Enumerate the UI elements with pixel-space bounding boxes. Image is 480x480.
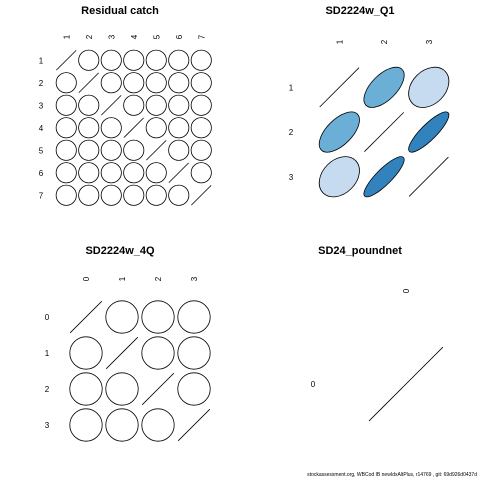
correlation-circle <box>142 337 174 369</box>
column-label: 7 <box>197 34 207 40</box>
footer-text: stockassessment.org, WBCod IB newIdxAltPlus, r14769 , git: 69d926d0437d <box>307 472 477 478</box>
correlation-circle <box>101 163 121 183</box>
column-label: 4 <box>129 34 139 40</box>
row-label: 0 <box>310 380 316 389</box>
correlation-circle <box>169 185 189 205</box>
column-label: 1 <box>335 39 345 45</box>
correlation-circle <box>146 185 166 205</box>
row-label: 3 <box>38 101 44 111</box>
diagonal-mark <box>369 347 443 421</box>
correlation-ellipse <box>401 59 457 115</box>
diagonal-mark <box>364 112 403 151</box>
column-label: 1 <box>118 276 127 282</box>
row-label: 1 <box>288 83 294 93</box>
correlation-circle <box>101 185 121 205</box>
column-label: 2 <box>154 276 163 282</box>
correlation-circle <box>124 185 144 205</box>
correlation-circle <box>169 73 189 93</box>
panel-title: SD24_poundnet <box>318 245 402 257</box>
diagonal-mark <box>79 73 99 93</box>
correlation-circle <box>56 73 76 93</box>
column-label: 2 <box>84 34 94 40</box>
correlation-circle <box>169 95 189 115</box>
correlation-circle <box>79 118 99 138</box>
correlation-circle <box>191 50 211 70</box>
correlation-circle <box>79 50 99 70</box>
correlation-circle <box>101 73 121 93</box>
correlation-circle <box>146 50 166 70</box>
row-label: 2 <box>288 128 294 138</box>
correlation-circle <box>101 50 121 70</box>
column-label: 6 <box>174 34 184 40</box>
row-label: 2 <box>38 78 44 88</box>
diagonal-mark <box>146 140 166 160</box>
diagonal-mark <box>320 68 359 107</box>
column-label: 3 <box>107 34 117 40</box>
panel-title: Residual catch <box>81 5 159 17</box>
correlation-circle <box>178 337 210 369</box>
correlation-circle <box>106 373 138 405</box>
correlation-circle <box>56 140 76 160</box>
diagonal-mark <box>191 185 211 205</box>
correlation-circle <box>101 140 121 160</box>
diagonal-mark <box>178 409 210 441</box>
row-label: 2 <box>44 385 50 394</box>
correlation-circle <box>79 95 99 115</box>
diagonal-mark <box>106 337 138 369</box>
correlation-circle <box>124 95 144 115</box>
column-label: 0 <box>402 288 411 294</box>
row-label: 3 <box>44 421 50 430</box>
diagonal-mark <box>169 163 189 183</box>
row-label: 4 <box>38 123 44 133</box>
correlation-circle <box>191 140 211 160</box>
correlation-circle <box>124 140 144 160</box>
correlation-circle <box>56 185 76 205</box>
row-label: 6 <box>38 168 44 178</box>
correlation-circle <box>169 50 189 70</box>
diagonal-mark <box>101 95 121 115</box>
correlation-ellipse <box>357 60 411 114</box>
panel-title: SD2224w_4Q <box>85 245 155 257</box>
row-label: 1 <box>44 349 50 358</box>
correlation-circle <box>79 163 99 183</box>
correlation-ellipse <box>359 152 409 202</box>
panel-title: SD2224w_Q1 <box>325 5 395 17</box>
correlation-circle <box>146 163 166 183</box>
correlation-ellipse <box>311 149 367 205</box>
row-label: 7 <box>38 191 44 201</box>
correlation-ellipse <box>404 107 454 157</box>
correlation-circle <box>178 301 210 333</box>
column-label: 1 <box>62 34 72 40</box>
correlation-circle <box>70 337 102 369</box>
column-label: 5 <box>152 34 162 40</box>
correlation-circle <box>70 373 102 405</box>
row-label: 1 <box>38 56 44 66</box>
row-label: 0 <box>44 313 50 322</box>
correlation-circle <box>106 301 138 333</box>
column-label: 2 <box>380 39 390 45</box>
row-label: 5 <box>38 146 44 156</box>
correlation-circle <box>191 163 211 183</box>
correlation-circle <box>191 73 211 93</box>
correlation-circle <box>146 95 166 115</box>
correlation-circle <box>191 118 211 138</box>
correlation-circle <box>79 140 99 160</box>
correlation-circle <box>142 409 174 441</box>
correlation-circle <box>191 95 211 115</box>
diagonal-mark <box>142 373 174 405</box>
correlation-circle <box>169 140 189 160</box>
correlation-circle <box>101 118 121 138</box>
column-label: 3 <box>190 276 199 282</box>
correlation-circle <box>146 73 166 93</box>
diagonal-mark <box>70 301 102 333</box>
correlation-circle <box>56 163 76 183</box>
correlation-circle <box>124 73 144 93</box>
correlation-circle <box>178 373 210 405</box>
diagonal-mark <box>124 118 144 138</box>
correlation-ellipse <box>312 105 366 159</box>
diagonal-mark <box>409 157 448 196</box>
row-label: 3 <box>288 172 294 182</box>
correlation-circle <box>124 163 144 183</box>
column-label: 3 <box>424 39 434 45</box>
correlation-circle <box>124 50 144 70</box>
diagonal-mark <box>56 50 76 70</box>
correlation-circle <box>142 301 174 333</box>
correlation-circle <box>169 118 189 138</box>
correlation-circle <box>56 118 76 138</box>
correlation-circle <box>70 409 102 441</box>
correlation-circle <box>56 95 76 115</box>
correlation-circle <box>146 118 166 138</box>
column-label: 0 <box>82 276 91 282</box>
correlation-circle <box>79 185 99 205</box>
correlation-circle <box>106 409 138 441</box>
